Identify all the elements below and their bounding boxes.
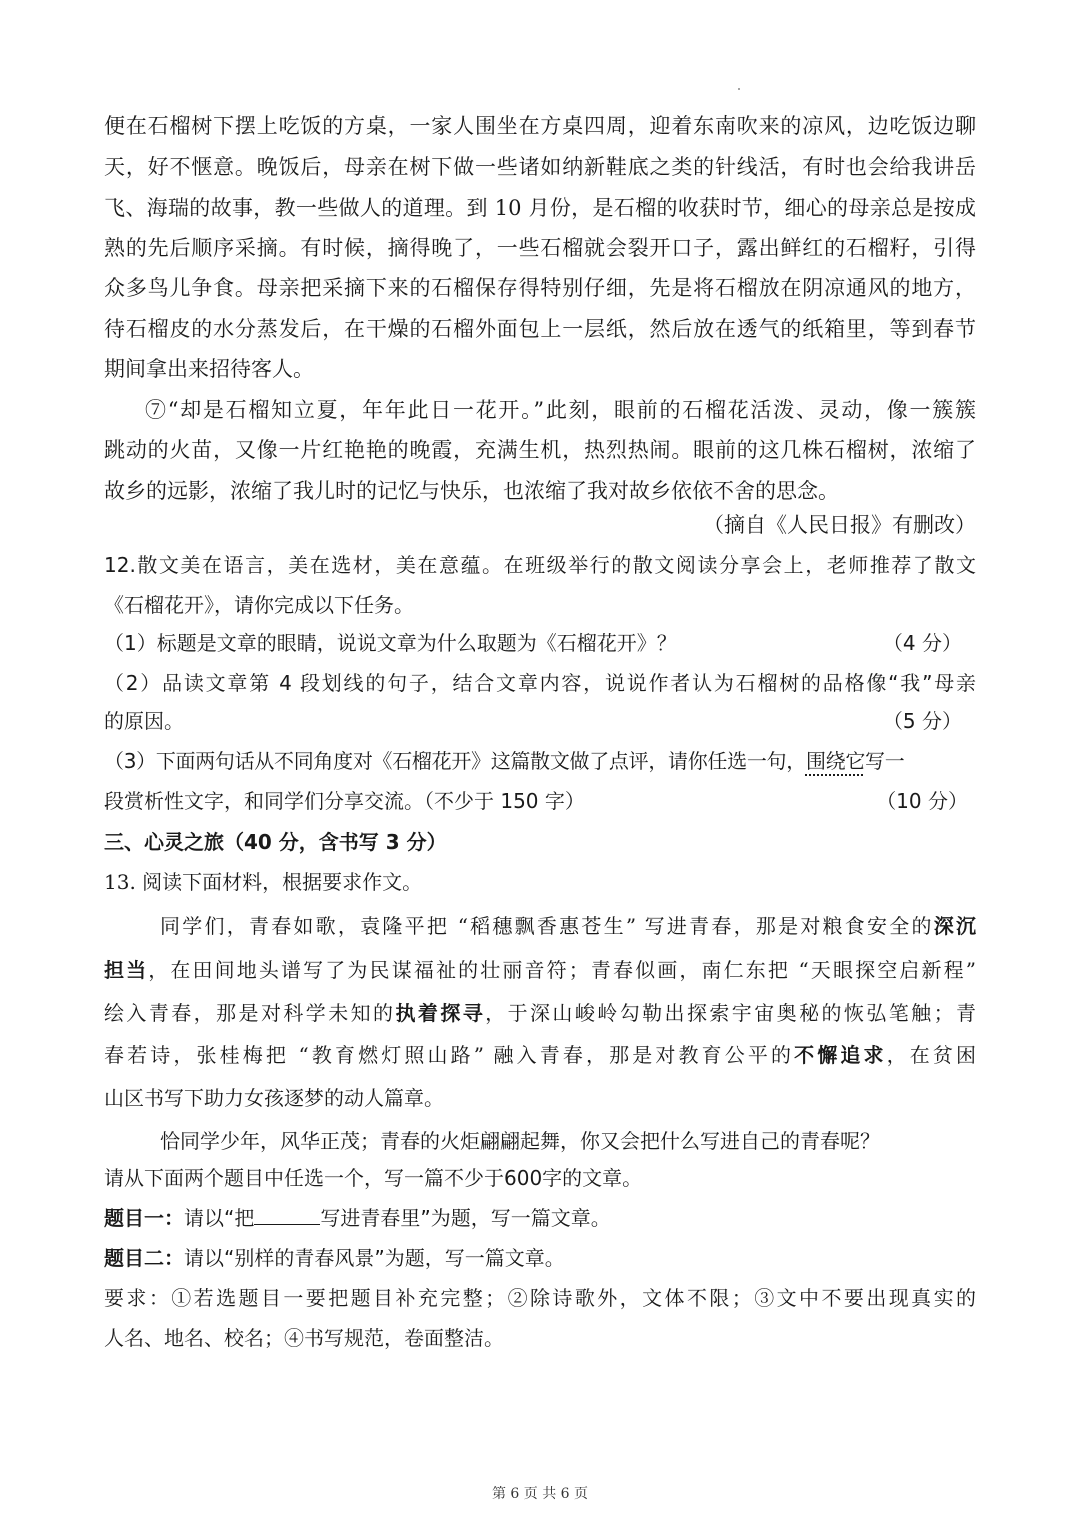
material-line: [104, 1040, 976, 1070]
q12-sub3-score: （10 分）: [876, 789, 968, 813]
scan-dot: [738, 88, 740, 90]
q13-stem: 13. 阅读下面材料，根据要求作文。: [104, 870, 423, 894]
topic-two-text: 请以“别样的青春风景”为题，写一篇文章。: [184, 1246, 565, 1270]
passage-line: 跳动的火苗，又像一片红艳艳的晚霞，充满生机，热烈热闹。眼前的这几株石榴树，浓缩了: [104, 438, 976, 462]
passage-line: ⑦“却是石榴知立夏，年年此日一花开。”此刻，眼前的石榴花活泼、灵动，像一簇簇: [145, 398, 976, 422]
material-line: 山区书写下助力女孩逐梦的动人篇章。: [104, 1086, 444, 1110]
passage-line: 便在石榴树下摆上吃饭的方桌，一家人围坐在方桌四周，迎着东南吹来的凉风，边吃饭边聊: [104, 114, 976, 138]
passage-line: 飞、海瑞的故事，教一些做人的道理。到 10 月份，是石榴的收获时节，细心的母亲总是按成: [104, 196, 976, 220]
q12-sub3-text2: 段赏析性文字，和同学们分享交流。（不少于 150 字）: [104, 789, 585, 813]
instruction-line: 请从下面两个题目中任选一个，写一篇不少于600字的文章。: [104, 1166, 643, 1190]
q12-stem: 《石榴花开》，请你完成以下任务。: [104, 593, 414, 617]
material-emphasis: 担当: [104, 958, 149, 982]
topic-blank: [254, 1206, 320, 1225]
q12-sub3: [104, 746, 976, 776]
material-text: ，在贫困: [886, 1043, 977, 1067]
material-line: [160, 911, 976, 941]
q12-stem: 12.散文美在语言，美在选材，美在意蕴。在班级举行的散文阅读分享会上，老师推荐了散文: [104, 553, 976, 577]
material-text: ，于深山峻岭勾勒出探索宇宙奥秘的恢弘笔触；青: [485, 1001, 977, 1025]
section-heading: 三、心灵之旅（40 分，含书写 3 分）: [104, 830, 447, 854]
topic-one-text-a: 请以“把: [184, 1206, 255, 1230]
material-text: 春若诗，张桂梅把 “教育燃灯照山路” 融入青春，那是对教育公平的: [104, 1043, 795, 1067]
requirements-line: 人名、地名、校名；④书写规范，卷面整洁。: [104, 1326, 504, 1350]
page-footer: 第 6 页 共 6 页: [491, 1486, 589, 1502]
q12-sub2: （2）品读文章第 4 段划线的句子，结合文章内容，说说作者认为石榴树的品格像“我”母亲: [104, 671, 976, 695]
material-text: ，在田间地头谱写了为民谋福祉的壮丽音符；青春似画，南仁东把 “天眼探空启新程”: [148, 958, 976, 982]
passage-line: 众多鸟儿争食。母亲把采摘下来的石榴保存得特别仔细，先是将石榴放在阴凉通风的地方，: [104, 276, 976, 300]
passage-line: 期间拿出来招待客人。: [104, 357, 314, 381]
q12-sub2-text: 的原因。: [104, 709, 184, 733]
material-text: 绘入青春，那是对科学未知的: [104, 1001, 396, 1025]
passage-line: 故乡的远影，浓缩了我儿时的记忆与快乐，也浓缩了我对故乡依依不舍的思念。: [104, 479, 839, 503]
requirements-line: 要求：①若选题目一要把题目补充完整；②除诗歌外，文体不限；③文中不要出现真实的: [104, 1286, 976, 1310]
material-emphasis: 不懈追求: [794, 1043, 887, 1067]
material-line: [104, 998, 976, 1028]
material-text: 同学们，青春如歌，袁隆平把 “稻穗飘香惠苍生” 写进青春，那是对粮食安全的: [160, 914, 934, 938]
q12-sub3-text-end: 写一: [865, 749, 905, 773]
topic-one-text-b: 写进青春里”为题，写一篇文章。: [320, 1206, 611, 1230]
topic-one: [104, 1203, 976, 1233]
passage-line: 熟的先后顺序采摘。有时候，摘得晚了，一些石榴就会裂开口子，露出鲜红的石榴籽，引得: [104, 236, 976, 260]
q12-sub3-cont: [104, 786, 976, 816]
passage-line: 天，好不惬意。晚饭后，母亲在树下做一些诸如纳新鞋底之类的针线活，有时也会给我讲岳: [104, 155, 976, 179]
topic-two-label: 题目二：: [104, 1246, 184, 1270]
q12-sub1-score: （4 分）: [882, 631, 962, 655]
topic-one-label: 题目一：: [104, 1206, 184, 1230]
material-emphasis: 深沉: [933, 914, 977, 938]
material-emphasis: 执着探寻: [395, 1001, 486, 1025]
q12-sub1: [104, 628, 976, 658]
material-line: 恰同学少年，风华正茂；青春的火炬翩翩起舞，你又会把什么写进自己的青春呢？: [160, 1129, 880, 1153]
passage-line: 待石榴皮的水分蒸发后，在干燥的石榴外面包上一层纸，然后放在透气的纸箱里，等到春节: [104, 317, 976, 341]
q12-sub1-text: （1）标题是文章的眼睛，说说文章为什么取题为《石榴花开》？: [104, 631, 677, 655]
q12-sub3-text: （3）下面两句话从不同角度对《石榴花开》这篇散文做了点评，请你任选一句，: [104, 749, 806, 773]
q12-sub2-cont: [104, 706, 976, 736]
q12-sub2-score: （5 分）: [882, 709, 962, 733]
q12-sub3-emphasis: 围绕它: [805, 749, 866, 773]
source-citation: （摘自《人民日报》有删改）: [703, 513, 976, 537]
material-line: [104, 955, 976, 985]
topic-two: [104, 1243, 976, 1273]
